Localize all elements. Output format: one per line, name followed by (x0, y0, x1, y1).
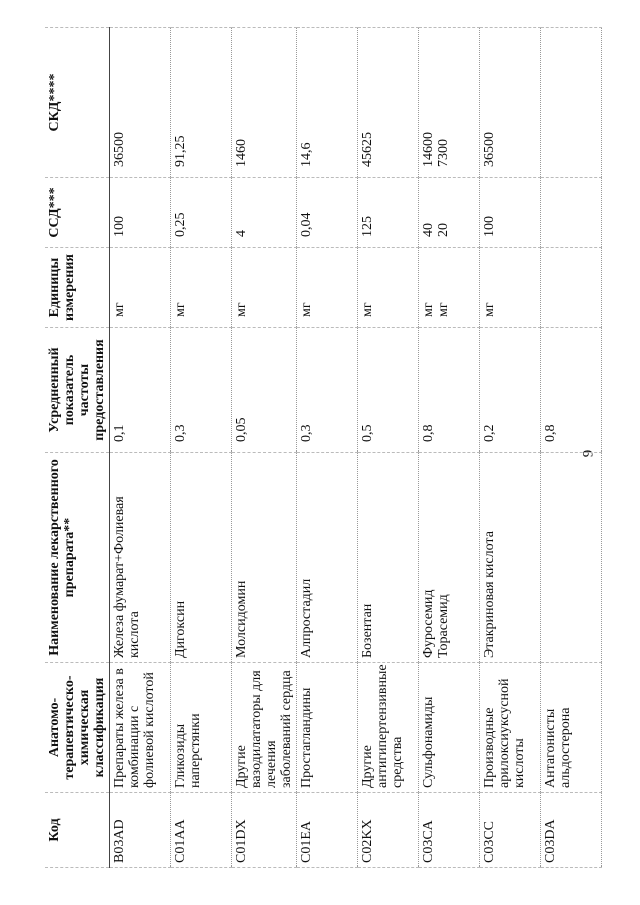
cell-unit-value: мг (299, 302, 314, 317)
cell-code: C01EA (297, 793, 358, 868)
cell-code: C01DX (232, 793, 297, 868)
cell-ssd (297, 178, 358, 248)
table-header-row (45, 28, 110, 868)
cell-code: C03CA (419, 793, 480, 868)
cell-atc: Другие вазодилататоры для лечения заболеваний сердца (232, 663, 297, 793)
cell-ssd-value: 4 (234, 230, 249, 237)
cell-ssd (480, 178, 541, 248)
cell-skd (541, 28, 602, 178)
cell-atc: Другие антигипертензивные средства (358, 663, 419, 793)
cell-ssd (541, 178, 602, 248)
cell-skd (110, 28, 171, 178)
cell-unit (297, 248, 358, 328)
cell-skd (171, 28, 232, 178)
cell-drug (171, 453, 232, 663)
cell-unit (541, 248, 602, 328)
cell-drug-value: Бозентан (360, 603, 375, 658)
table-row (297, 28, 358, 868)
header-frequency: Усредненный показатель частоты предоставления (45, 328, 110, 453)
cell-atc: Антагонисты альдостерона (541, 663, 602, 793)
cell-skd (297, 28, 358, 178)
cell-atc: Препараты железа в комбинации с фолиевой кислотой (110, 663, 171, 793)
cell-code: C01AA (171, 793, 232, 868)
cell-ssd (110, 178, 171, 248)
cell-code: B03AD (110, 793, 171, 868)
cell-skd-value: 1460 (234, 139, 249, 167)
cell-ssd (232, 178, 297, 248)
cell-ssd-value: 0,04 (299, 212, 314, 237)
table-row (110, 28, 171, 868)
cell-frequency: 0,3 (171, 328, 232, 453)
cell-skd-value: 45625 (360, 132, 375, 167)
cell-ssd-value: 40 (421, 223, 436, 237)
table-row (541, 28, 602, 868)
cell-atc: Гликозиды наперстянки (171, 663, 232, 793)
cell-unit-value: мг (421, 302, 436, 317)
cell-ssd (358, 178, 419, 248)
cell-drug (419, 453, 480, 663)
table-row (419, 28, 480, 868)
header-ssd: ССД*** (45, 178, 110, 248)
cell-skd-value: 7300 (436, 139, 451, 167)
cell-drug (110, 453, 171, 663)
cell-drug-value: Алпростадил (299, 578, 314, 658)
cell-unit-value: мг (436, 302, 451, 317)
cell-ssd-value: 0,25 (173, 212, 188, 237)
cell-skd-value: 91,25 (173, 135, 188, 167)
cell-atc: Производные арилоксиуксусной кислоты (480, 663, 541, 793)
cell-unit (358, 248, 419, 328)
cell-unit (171, 248, 232, 328)
cell-frequency: 0,2 (480, 328, 541, 453)
cell-atc: Сульфонамиды (419, 663, 480, 793)
cell-unit-value: мг (112, 302, 127, 317)
header-unit: Единицы измерения (45, 248, 110, 328)
header-atc: Анатомо-терапевтическо-химическая классификация (45, 663, 110, 793)
table-row (480, 28, 541, 868)
cell-drug (232, 453, 297, 663)
page-number: 9 (580, 449, 597, 458)
cell-drug (480, 453, 541, 663)
cell-ssd (419, 178, 480, 248)
cell-frequency: 0,5 (358, 328, 419, 453)
cell-drug-value: Молсидомин (234, 580, 249, 658)
cell-code: C02KX (358, 793, 419, 868)
cell-skd (358, 28, 419, 178)
cell-skd (419, 28, 480, 178)
cell-drug-value: Торасемид (436, 594, 451, 658)
cell-frequency: 0,05 (232, 328, 297, 453)
cell-unit-value: мг (234, 302, 249, 317)
cell-skd-value: 36500 (482, 132, 497, 167)
cell-code: C03DA (541, 793, 602, 868)
cell-ssd-value: 100 (112, 216, 127, 237)
cell-skd (232, 28, 297, 178)
header-drug: Наименование лекарственного препарата** (45, 453, 110, 663)
cell-drug-value: Фуросемид (421, 589, 436, 658)
cell-frequency: 0,1 (110, 328, 171, 453)
cell-unit (419, 248, 480, 328)
cell-ssd-value: 100 (482, 216, 497, 237)
table-row (358, 28, 419, 868)
cell-unit-value: мг (482, 302, 497, 317)
cell-atc: Простагландины (297, 663, 358, 793)
cell-ssd-value: 20 (436, 223, 451, 237)
header-code: Код (45, 793, 110, 868)
header-skd: СКД**** (45, 28, 110, 178)
cell-drug (297, 453, 358, 663)
cell-frequency: 0,3 (297, 328, 358, 453)
cell-code: C03CC (480, 793, 541, 868)
cell-skd (480, 28, 541, 178)
table-row (171, 28, 232, 868)
cell-drug-value: Дигоксин (173, 600, 188, 658)
cell-frequency: 0,8 (541, 328, 602, 453)
cell-unit-value: мг (173, 302, 188, 317)
cell-drug (541, 453, 602, 663)
cell-unit-value: мг (360, 302, 375, 317)
cell-skd-value: 14,6 (299, 142, 314, 167)
cell-frequency: 0,8 (419, 328, 480, 453)
cell-unit (480, 248, 541, 328)
cell-drug-value: Железа фумарат+Фолиевая кислота (112, 496, 142, 658)
rotated-table-container (45, 28, 595, 868)
table-row (232, 28, 297, 868)
cell-ssd-value: 125 (360, 216, 375, 237)
cell-unit (110, 248, 171, 328)
cell-drug-value: Этакриновая кислота (482, 531, 497, 658)
cell-unit (232, 248, 297, 328)
cell-skd-value: 14600 (421, 132, 436, 167)
cell-ssd (171, 178, 232, 248)
cell-skd-value: 36500 (112, 132, 127, 167)
drug-table (45, 27, 602, 868)
cell-drug (358, 453, 419, 663)
